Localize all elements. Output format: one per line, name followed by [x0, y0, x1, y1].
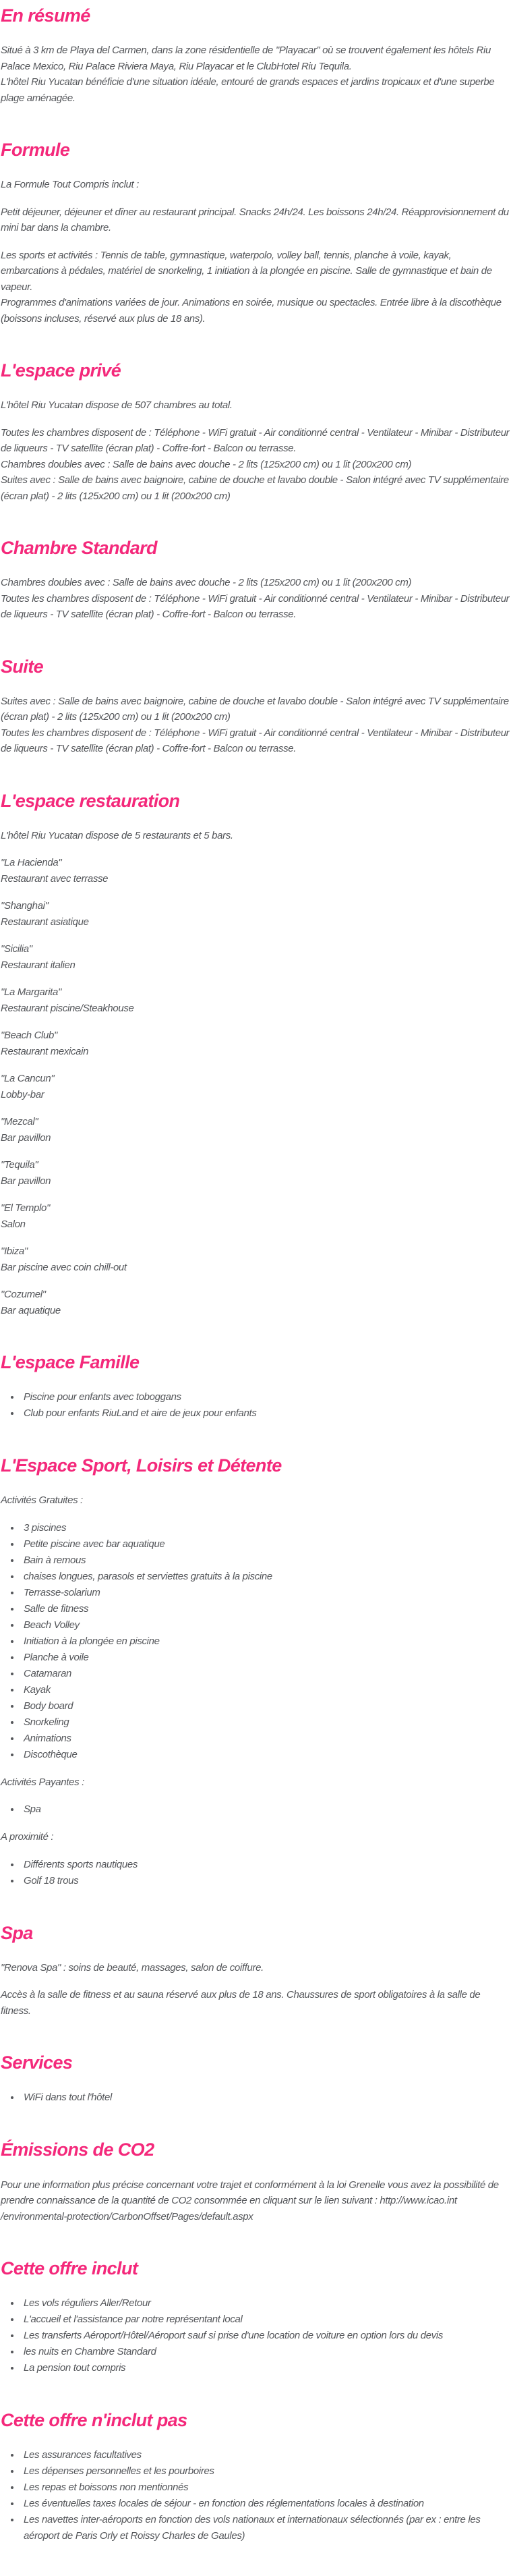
- section-heading: En résumé: [1, 5, 90, 26]
- paragraph: Activités Payantes :: [1, 1776, 84, 1788]
- paragraph-group: [1, 694, 510, 757]
- paragraph: Petit déjeuner, déjeuner et dîner au restaurant principal. Snacks 24h/24. Les boissons 24h/24. Réapprovisionnement du mini bar dans la chambre.: [1, 206, 509, 234]
- list-item: • Beach Volley: [21, 1617, 510, 1633]
- text-line: "La Hacienda": [1, 857, 62, 869]
- text-line: Restaurant asiatique: [1, 916, 89, 928]
- bullet-list: [1, 2295, 510, 2376]
- text-line: Chambres doubles avec : Salle de bains avec douche - 2 lits (125x200 cm) ou 1 lit (200x200 cm): [1, 577, 412, 589]
- list-item: • L'accueil et l'assistance par notre représentant local: [21, 2312, 510, 2328]
- list-item: • Bain à remous: [21, 1552, 510, 1569]
- paragraph-group: [1, 1157, 510, 1189]
- section-en-resume: [1, 5, 510, 106]
- section-heading: L'espace Famille: [1, 1352, 140, 1373]
- section-spa: [1, 1923, 510, 2019]
- text-line: "Beach Club": [1, 1030, 57, 1042]
- text-line: "Shanghai": [1, 900, 49, 912]
- paragraph-group: [1, 898, 510, 930]
- text-line: Toutes les chambres disposent de : Téléphone - WiFi gratuit - Air conditionné central - Ventilateur - Minibar - Distributeur de liqueurs - TV satellite (écran plat) - Coffre-fort - Balcon ou terrasse.: [1, 727, 510, 755]
- paragraph-group: [1, 1071, 510, 1102]
- text-line: Toutes les chambres disposent de : Téléphone - WiFi gratuit - Air conditionné central - Ventilateur - Minibar - Distributeur de liqueurs - TV satellite (écran plat) - Coffre-fort - Balcon ou terrasse.: [1, 426, 510, 455]
- text-line: Les sports et activités : Tennis de table, gymnastique, waterpolo, volley ball, tennis, planche à voile, kayak, embarcations à pédales, matériel de snorkeling, 1 initiation à la plongée en piscine. Salle de gymnastique et bain de vapeur.: [1, 249, 492, 293]
- text-line: Toutes les chambres disposent de : Téléphone - WiFi gratuit - Air conditionné central - Ventilateur - Minibar - Distributeur de liqueurs - TV satellite (écran plat) - Coffre-fort - Balcon ou terrasse.: [1, 592, 510, 621]
- list-item: • Planche à voile: [21, 1650, 510, 1666]
- text-line: "Mezcal": [1, 1116, 38, 1128]
- section-offre-inclut: [1, 2258, 510, 2376]
- text-line: "La Margarita": [1, 986, 61, 999]
- text-line: Programmes d'animations variées de jour. Animations en soirée, musique ou spectacles. Entrée libre à la discothèque (boissons incluses, réservé aux plus de 18 ans).: [1, 297, 502, 325]
- list-item: • Petite piscine avec bar aquatique: [21, 1536, 510, 1552]
- section-heading: Chambre Standard: [1, 538, 157, 559]
- list-item: • Différents sports nautiques: [21, 1857, 510, 1873]
- list-item: • Les dépenses personnelles et les pourboires: [21, 2463, 510, 2480]
- text-line: Restaurant piscine/Steakhouse: [1, 1002, 134, 1014]
- text-line: Salon: [1, 1218, 26, 1230]
- list-item: • Kayak: [21, 1682, 510, 1698]
- text-line: "Ibiza": [1, 1245, 28, 1258]
- paragraph: A proximité :: [1, 1831, 54, 1843]
- text-line: Suites avec : Salle de bains avec baignoire, cabine de douche et lavabo double - Salon intégré avec TV supplémentaire (écran plat) - 2 lits (125x200 cm) ou 1 lit (200x200 cm): [1, 474, 509, 502]
- paragraph-group: [1, 1243, 510, 1275]
- list-item: • WiFi dans tout l'hôtel: [21, 2090, 510, 2106]
- list-item: • Les transferts Aéroport/Hôtel/Aéroport sauf si prise d'une location de voiture en option lors du devis: [21, 2328, 510, 2344]
- paragraph: L'hôtel Riu Yucatan dispose de 507 chambres au total.: [1, 399, 233, 412]
- text-line: Bar piscine avec coin chill-out: [1, 1261, 127, 1273]
- text-line: Bar pavillon: [1, 1131, 51, 1144]
- section-heading: L'Espace Sport, Loisirs et Détente: [1, 1455, 282, 1476]
- text-line: "La Cancun": [1, 1073, 55, 1085]
- list-item: • Snorkeling: [21, 1714, 510, 1731]
- text-line: "Tequila": [1, 1159, 38, 1171]
- list-item: • Club pour enfants RiuLand et aire de jeux pour enfants: [21, 1405, 510, 1422]
- paragraph: Activités Gratuites :: [1, 1494, 83, 1507]
- text-line: Suites avec : Salle de bains avec baignoire, cabine de douche et lavabo double - Salon intégré avec TV supplémentaire (écran plat) - 2 lits (125x200 cm) ou 1 lit (200x200 cm): [1, 695, 509, 723]
- paragraph-group: [1, 425, 510, 505]
- paragraph: Pour une information plus précise concernant votre trajet et conformément à la loi Grenelle vous avez la possibilité de prendre connaissance de la quantité de CO2 consommée en cliquant sur le lien suivant : http://www.icao.int /environmental-protection/CarbonOffset/Pages/default.aspx: [1, 2179, 499, 2222]
- paragraph-group: [1, 1028, 510, 1059]
- section-chambre-standard: [1, 538, 510, 623]
- paragraph-group: [1, 1200, 510, 1232]
- text-line: "Cozumel": [1, 1289, 46, 1301]
- section-espace-sport-loisirs-detente: [1, 1455, 510, 1889]
- section-emissions-co2: [1, 2139, 510, 2224]
- section-heading: Émissions de CO2: [1, 2139, 154, 2160]
- list-item: • les nuits en Chambre Standard: [21, 2344, 510, 2360]
- list-item: • La pension tout compris: [21, 2360, 510, 2376]
- bullet-list: [1, 2447, 510, 2544]
- list-item: • chaises longues, parasols et serviettes gratuits à la piscine: [21, 1569, 510, 1585]
- document-body: [1, 5, 510, 2544]
- paragraph-group: [1, 43, 510, 106]
- section-espace-prive: [1, 360, 510, 504]
- paragraph-group: [1, 855, 510, 887]
- paragraph-group: [1, 575, 510, 623]
- bullet-list: [1, 1801, 510, 1818]
- paragraph-group: [1, 984, 510, 1016]
- list-item: • Les éventuelles taxes locales de séjour - en fonction des réglementations locales à destination: [21, 2496, 510, 2512]
- list-item: • Catamaran: [21, 1666, 510, 1682]
- text-line: Situé à 3 km de Playa del Carmen, dans la zone résidentielle de "Playacar" où se trouvent également les hôtels Riu Palace Mexico, Riu Palace Riviera Maya, Riu Playacar et le ClubHotel Riu Tequila.: [1, 45, 491, 72]
- section-suite: [1, 656, 510, 757]
- paragraph: La Formule Tout Compris inclut :: [1, 179, 139, 191]
- text-line: Bar pavillon: [1, 1175, 51, 1187]
- list-item: • Initiation à la plongée en piscine: [21, 1633, 510, 1650]
- section-espace-restauration: [1, 791, 510, 1319]
- text-line: Restaurant mexicain: [1, 1045, 89, 1057]
- section-espace-famille: [1, 1352, 510, 1422]
- section-heading: Spa: [1, 1922, 33, 1943]
- paragraph-group: [1, 248, 510, 327]
- bullet-list: [1, 2090, 510, 2106]
- list-item: • 3 piscines: [21, 1520, 510, 1536]
- bullet-list: [1, 1857, 510, 1889]
- text-line: "Sicilia": [1, 943, 32, 955]
- paragraph: Accès à la salle de fitness et au sauna réservé aux plus de 18 ans. Chaussures de sport obligatoires à la salle de fitness.: [1, 1989, 481, 2017]
- text-line: Restaurant avec terrasse: [1, 872, 109, 885]
- text-line: Restaurant italien: [1, 959, 76, 971]
- section-heading: Cette offre n'inclut pas: [1, 2410, 187, 2431]
- list-item: • Les repas et boissons non mentionnés: [21, 2480, 510, 2496]
- bullet-list: [1, 1389, 510, 1422]
- list-item: • Spa: [21, 1801, 510, 1818]
- paragraph-group: [1, 1114, 510, 1146]
- section-heading: L'espace privé: [1, 360, 121, 381]
- list-item: • Salle de fitness: [21, 1601, 510, 1617]
- section-heading: L'espace restauration: [1, 790, 180, 811]
- text-line: Bar aquatique: [1, 1304, 61, 1316]
- paragraph: "Renova Spa" : soins de beauté, massages, salon de coiffure.: [1, 1961, 264, 1973]
- paragraph-group: [1, 1287, 510, 1318]
- list-item: • Les navettes inter-aéroports en fonction des vols nationaux et internationaux sélectionnés (par ex : entre les aéroport de Paris Orly et Roissy Charles de Gaules): [21, 2512, 510, 2544]
- paragraph-group: [1, 941, 510, 973]
- bullet-list: [1, 1520, 510, 1763]
- list-item: • Terrasse-solarium: [21, 1585, 510, 1601]
- section-offre-n-inclut-pas: [1, 2410, 510, 2544]
- list-item: • Body board: [21, 1698, 510, 1714]
- list-item: • Les assurances facultatives: [21, 2447, 510, 2463]
- section-services: [1, 2052, 510, 2106]
- paragraph: L'hôtel Riu Yucatan dispose de 5 restaurants et 5 bars.: [1, 829, 233, 841]
- section-heading: Suite: [1, 656, 44, 677]
- text-line: "El Templo": [1, 1202, 50, 1214]
- list-item: • Discothèque: [21, 1747, 510, 1763]
- list-item: • Piscine pour enfants avec toboggans: [21, 1389, 510, 1405]
- section-formule: [1, 140, 510, 327]
- list-item: • Golf 18 trous: [21, 1873, 510, 1889]
- section-heading: Cette offre inclut: [1, 2258, 138, 2279]
- list-item: • Animations: [21, 1731, 510, 1747]
- text-line: Chambres doubles avec : Salle de bains avec douche - 2 lits (125x200 cm) ou 1 lit (200x200 cm): [1, 458, 412, 470]
- section-heading: Services: [1, 2052, 73, 2073]
- text-line: L'hôtel Riu Yucatan bénéficie d'une situation idéale, entouré de grands espaces et jardins tropicaux et d'une superbe plage aménagée.: [1, 76, 495, 104]
- text-line: Lobby-bar: [1, 1088, 44, 1100]
- section-heading: Formule: [1, 140, 70, 161]
- list-item: • Les vols réguliers Aller/Retour: [21, 2295, 510, 2312]
